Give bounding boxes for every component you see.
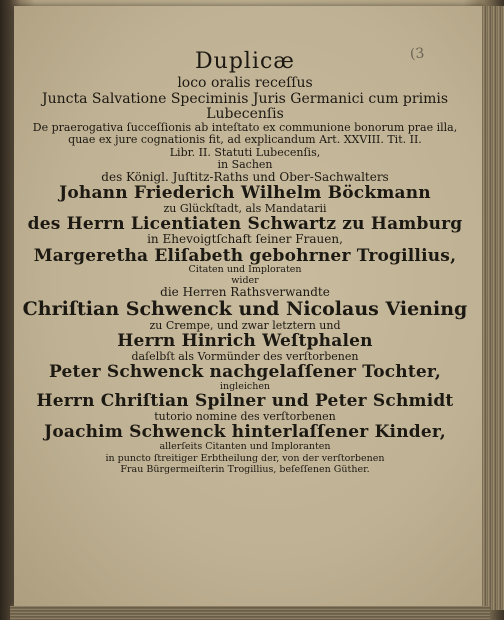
page-bottom-edge xyxy=(10,606,490,620)
subtitle-line: Lubecenſis xyxy=(206,105,284,122)
text-line: tutorio nomine des verſtorbenen xyxy=(154,409,336,423)
party-name: Joachim Schwenck hinterlaſſener Kinder, xyxy=(44,422,446,442)
party-name: Johann Friederich Wilhelm Böckmann xyxy=(59,182,431,203)
party-name: Herrn Chriſtian Spilner und Peter Schmidt xyxy=(36,391,454,412)
title-page-text xyxy=(20,50,470,475)
subject-line: quae ex jure cognationis fit, ad explicandum Art. XXVIII. Tit. II. xyxy=(68,133,422,147)
text-line: zu Glückſtadt, als Mandatarii xyxy=(163,201,327,215)
text-line: in Ehevoigtſchaft ſeiner Frauen, xyxy=(147,232,343,247)
party-name: Peter Schwenck nachgelaſſener Tochter, xyxy=(49,362,441,383)
text-line: daſelbſt als Vormünder des verſtorbenen xyxy=(131,350,359,363)
text-line: die Herren Rathsverwandte xyxy=(160,285,330,300)
text-line: des Königl. Juſtitz-Raths und Ober-Sachwalters xyxy=(101,169,389,184)
text-line: allerſeits Citanten und Imploranten xyxy=(159,440,331,452)
party-name: des Herrn Licentiaten Schwartz zu Hamburg xyxy=(27,213,463,234)
text-line: wider xyxy=(231,274,259,286)
text-line: zu Crempe, und zwar letztern und xyxy=(149,319,341,333)
party-name: Chriſtian Schwenck und Nicolaus Viening xyxy=(22,298,468,321)
party-name: Herrn Hinrich Weſtphalen xyxy=(117,331,373,352)
text-line: Citaten und Imploraten xyxy=(188,264,302,276)
subtitle-line: loco oralis receſſus xyxy=(177,75,313,92)
subtitle-line: Juncta Salvatione Speciminis Juris Germanici cum primis xyxy=(41,90,449,107)
subject-line: Libr. II. Statuti Lubecenſis, xyxy=(169,145,321,159)
text-line: in puncto ſtreitiger Erbtheilung der, von der verſtorbenen xyxy=(105,453,385,465)
subject-line: De praerogativa ſucceſſionis ab inteſtato ex communione bonorum prae illa, xyxy=(32,121,458,135)
text-line: in Sachen xyxy=(217,157,273,171)
party-name: Margeretha Eliſabeth gebohrner Trogillius, xyxy=(33,245,457,266)
page-stack-edge xyxy=(482,6,504,610)
text-line: Frau Bürgermeiſterin Trogillius, beſeſſenen Güther. xyxy=(120,463,370,475)
handwritten-page-number: (3 xyxy=(409,45,425,63)
text-line: ingleichen xyxy=(219,380,271,392)
document-title: Duplicæ xyxy=(195,49,295,74)
